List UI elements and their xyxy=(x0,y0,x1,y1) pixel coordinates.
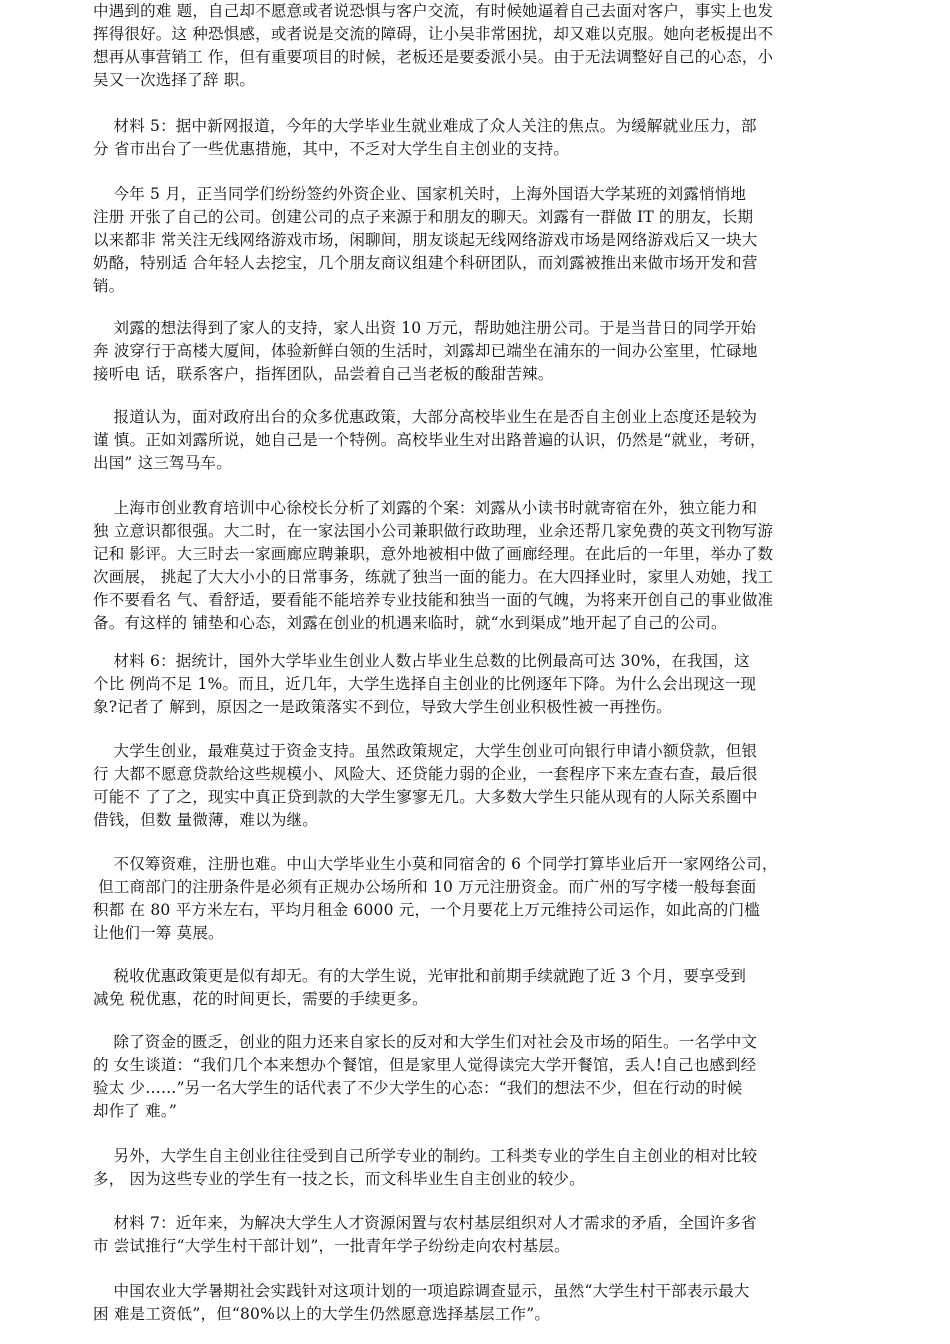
text-line: 另外，大学生自主创业往往受到自己所学专业的制约。工科类专业的学生自主创业的相对比较 xyxy=(93,1147,758,1165)
text-line: 备。有这样的 铺垫和心态，刘露在创业的机遇来临时，就“水到渠成”地开起了自己的公司。 xyxy=(93,614,727,632)
text-line: 以来都非 常关注无线网络游戏市场，闲聊间，朋友谈起无线网络游戏市场是网络游戏后又一块大 xyxy=(93,231,758,249)
text-line: 作不要看名 气、看舒适，要看能不能培养专业技能和独当一面的气魄，为将来开创自己的事业做准 xyxy=(93,591,774,609)
paragraph xyxy=(93,183,758,298)
text-line: 困 难是工资低”，但“80%以上的大学生仍然愿意选择基层工作”。 xyxy=(93,1305,551,1323)
text-line: 象?记者了 解到，原因之一是政策落实不到位，导致大学生创业积极性被一再挫伤。 xyxy=(93,698,672,716)
text-line: 除了资金的匮乏，创业的阻力还来自家长的反对和大学生们对社会及市场的陌生。一名学中文 xyxy=(93,1033,758,1051)
text-line: 却作了 难。” xyxy=(93,1102,178,1120)
text-line: 多， 因为这些专业的学生有一技之长，而文科毕业生自主创业的较少。 xyxy=(93,1170,585,1188)
paragraph xyxy=(93,1280,750,1326)
text-line: 报道认为，面对政府出台的众多优惠政策，大部分高校毕业生在是否自主创业上态度还是较为 xyxy=(93,408,758,426)
text-line: 材料 7：近年来，为解决大学生人才资源闲置与农村基层组织对人才需求的矛盾，全国许多省 xyxy=(93,1214,757,1232)
text-line: 市 尝试推行“大学生村干部计划”，一批青年学子纷纷走向农村基层。 xyxy=(93,1237,570,1255)
text-line: 中遇到的难 题，自己却不愿意或者说恐惧与客户交流，有时候她逼着自己去面对客户，事实上也发 xyxy=(93,2,774,20)
text-line: 奔 波穿行于高楼大厦间，体验新鲜白领的生活时，刘露却已端坐在浦东的一间办公室里，忙碌地 xyxy=(93,342,758,360)
paragraph xyxy=(93,1145,757,1191)
paragraph xyxy=(93,406,766,475)
text-line: 材料 6：据统计，国外大学毕业生创业人数占毕业生总数的比例最高可达 30%，在我国，这 xyxy=(93,652,750,670)
paragraph xyxy=(93,317,758,386)
text-line: 销。 xyxy=(93,277,125,295)
text-line: 让他们一筹 莫展。 xyxy=(93,924,224,942)
text-line: 个比 例尚不足 1%。而且，近几年，大学生选择自主创业的比例逐年下降。为什么会出现这一现 xyxy=(93,675,757,693)
text-line: 独 立意识都很强。大二时，在一家法国小公司兼职做行政助理，业余还帮几家免费的英文刊物写游 xyxy=(93,522,774,540)
text-line: 减免 税优惠，花的时间更长，需要的手续更多。 xyxy=(93,990,428,1008)
paragraph xyxy=(93,0,773,92)
text-line: 次画展， 挑起了大大小小的日常事务，练就了独当一面的能力。在大四择业时，家里人劝她，找工 xyxy=(93,568,774,586)
text-line: 上海市创业教育培训中心徐校长分析了刘露的个案：刘露从小读书时就寄宿在外，独立能力和 xyxy=(93,499,758,517)
text-line: 记和 影评。大三时去一家画廊应聘兼职，意外地被相中做了画廊经理。在此后的一年里，举办了数 xyxy=(93,545,774,563)
text-line: 谨 慎。正如刘露所说，她自己是一个特例。高校毕业生对出路普遍的认识，仍然是“就业，考研， xyxy=(93,431,766,449)
text-line: 借钱，但数 量微薄，难以为继。 xyxy=(93,811,318,829)
paragraph xyxy=(93,115,757,161)
text-line: 大学生创业，最难莫过于资金支持。虽然政策规定，大学生创业可向银行申请小额贷款，但银 xyxy=(93,742,758,760)
text-line: 但工商部门的注册条件是必须有正规办公场所和 10 万元注册资金。而广州的写字楼一般每套面 xyxy=(93,878,757,896)
text-line: 刘露的想法得到了家人的支持，家人出资 10 万元，帮助她注册公司。于是当昔日的同学开始 xyxy=(93,319,757,337)
text-line: 奶酪，特别适 合年轻人去挖宝，几个朋友商议组建个科研团队，而刘露被推出来做市场开发和营 xyxy=(93,254,758,272)
paragraph xyxy=(93,853,778,945)
text-line: 可能不 了了之，现实中真正贷到款的大学生寥寥无几。大多数大学生只能从现有的人际关系圈中 xyxy=(93,788,758,806)
paragraph xyxy=(93,1212,757,1258)
text-line: 验太 少……”另一名大学生的话代表了不少大学生的心态：“我们的想法不少，但在行动的时候 xyxy=(93,1079,743,1097)
text-line: 材料 5：据中新网报道，今年的大学毕业生就业难成了众人关注的焦点。为缓解就业压力，部 xyxy=(93,117,757,135)
paragraph xyxy=(93,965,746,1011)
text-line: 想再从事营销工 作，但有重要项目的时候，老板还是要委派小吴。由于无法调整好自己的心态，小 xyxy=(93,48,774,66)
text-line: 中国农业大学暑期社会实践针对这项计划的一项追踪调查显示，虽然“大学生村干部表示最大 xyxy=(93,1282,750,1300)
text-line: 行 大都不愿意贷款给这些规模小、风险大、还贷能力弱的企业，一套程序下来左查右查，最后很 xyxy=(93,765,758,783)
text-line: 税收优惠政策更是似有却无。有的大学生说，光审批和前期手续就跑了近 3 个月，要享受到 xyxy=(93,967,747,985)
text-line: 出国” 这三驾马车。 xyxy=(93,454,232,472)
paragraph xyxy=(93,1031,757,1123)
paragraph xyxy=(93,497,773,635)
paragraph xyxy=(93,650,756,719)
text-line: 吴又一次选择了辞 职。 xyxy=(93,71,256,89)
text-line: 注册 开张了自己的公司。创建公司的点子来源于和朋友的聊天。刘露有一群做 IT 的朋友，长期 xyxy=(93,208,754,226)
paragraph xyxy=(93,740,758,832)
text-line: 接听电 话，联系客户，指挥团队，品尝着自己当老板的酸甜苦辣。 xyxy=(93,365,554,383)
text-line: 积都 在 80 平方米左右，平均月租金 6000 元，一个月要花上万元维持公司运作，如此高的门槛 xyxy=(93,901,760,919)
text-line: 挥得很好。这 种恐惧感，或者说是交流的障碍，让小吴非常困扰，却又难以克服。她向老板提出不 xyxy=(93,25,774,43)
text-line: 的 女生谈道：“我们几个本来想办个餐馆，但是家里人觉得读完大学开餐馆，丢人!自己也感到经 xyxy=(93,1056,757,1074)
text-line: 分 省市出台了一些优惠措施，其中，不乏对大学生自主创业的支持。 xyxy=(93,140,570,158)
text-line: 不仅筹资难，注册也难。中山大学毕业生小莫和同宿舍的 6 个同学打算毕业后开一家网络公司， xyxy=(93,855,778,873)
text-line: 今年 5 月，正当同学们纷纷签约外资企业、国家机关时，上海外国语大学某班的刘露悄悄地 xyxy=(93,185,747,203)
